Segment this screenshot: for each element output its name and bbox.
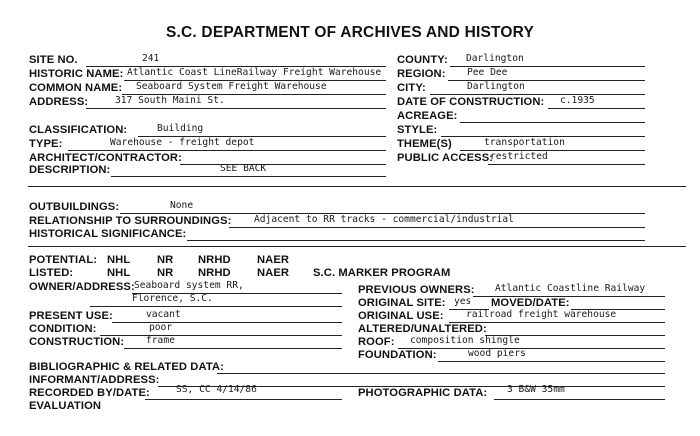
city-value: Darlington	[467, 81, 525, 92]
region-label: REGION:	[397, 68, 446, 80]
owner-address-value-2: Florence, S.C.	[132, 293, 213, 304]
date-of-construction-value: c.1935	[560, 95, 595, 106]
section-divider	[28, 186, 686, 187]
construction-label: CONSTRUCTION:	[29, 336, 125, 348]
previous-owners-label: PREVIOUS OWNERS:	[358, 284, 475, 296]
roof-label: ROOF:	[358, 336, 395, 348]
roof-value: composition shingle	[410, 335, 520, 346]
county-value: Darlington	[466, 53, 524, 64]
relationship-label: RELATIONSHIP TO SURROUNDINGS:	[29, 215, 232, 227]
outbuildings-value: None	[170, 200, 194, 211]
themes-label: THEME(S)	[397, 138, 452, 150]
owner-address-label: OWNER/ADDRESS:	[29, 281, 135, 293]
photographic-value: 3 B&W 35mm	[507, 384, 565, 395]
city-line	[430, 94, 645, 95]
condition-label: CONDITION:	[29, 323, 97, 335]
moved-date-label: MOVED/DATE:	[491, 297, 570, 309]
public-access-line	[488, 164, 645, 165]
foundation-label: FOUNDATION:	[358, 349, 437, 361]
original-use-label: ORIGINAL USE:	[358, 310, 444, 322]
address-value: 317 South Maini St.	[115, 95, 225, 106]
construction-line	[124, 348, 342, 349]
site-no-label: SITE NO.	[29, 54, 78, 66]
city-label: CITY:	[397, 82, 426, 94]
type-label: TYPE:	[29, 138, 63, 150]
previous-owners-value: Atlantic Coastline Railway	[495, 283, 646, 294]
themes-line	[460, 150, 645, 151]
foundation-line	[438, 361, 665, 362]
acreage-label: ACREAGE:	[397, 110, 458, 122]
outbuildings-label: OUTBUILDINGS:	[29, 201, 120, 213]
foundation-value: wood piers	[468, 348, 526, 359]
relationship-line	[229, 227, 645, 228]
historical-significance-label: HISTORICAL SIGNIFICANCE:	[29, 228, 187, 240]
type-value: Warehouse - freight depot	[110, 137, 255, 148]
style-label: STYLE:	[397, 124, 438, 136]
section-divider	[28, 246, 686, 247]
address-line	[86, 108, 386, 109]
listed-naer: NAER	[257, 267, 290, 279]
owner-address-line-2	[90, 306, 342, 307]
description-label: DESCRIPTION:	[29, 164, 111, 176]
bibliographic-line	[217, 373, 665, 374]
present-use-label: PRESENT USE:	[29, 310, 113, 322]
region-value: Pee Dee	[467, 67, 508, 78]
type-line	[68, 150, 386, 151]
listed-nrhd: NRHD	[198, 267, 231, 279]
historical-significance-line	[187, 240, 645, 241]
site-no-value: 241	[142, 53, 160, 64]
description-line	[111, 176, 386, 177]
potential-label: POTENTIAL:	[29, 254, 98, 266]
date-of-construction-label: DATE OF CONSTRUCTION:	[397, 96, 545, 108]
recorded-by-value: SS, CC 4/14/86	[176, 384, 257, 395]
common-name-label: COMMON NAME:	[29, 82, 123, 94]
roof-line	[398, 348, 665, 349]
owner-address-value: Seaboard system RR,	[134, 280, 244, 291]
original-site-value: yes	[454, 296, 472, 307]
description-value: SEE BACK	[220, 163, 267, 174]
listed-label: LISTED:	[29, 267, 74, 279]
potential-nr: NR	[157, 254, 174, 266]
themes-value: transportation	[484, 137, 565, 148]
potential-nhl: NHL	[107, 254, 131, 266]
recorded-by-line	[145, 399, 342, 400]
architect-label: ARCHITECT/CONTRACTOR:	[29, 152, 182, 164]
potential-nrhd: NRHD	[198, 254, 231, 266]
present-use-value: vacant	[146, 309, 181, 320]
altered-label: ALTERED/UNALTERED:	[358, 323, 487, 335]
historic-name-value: Atlantic Coast LineRailway Freight Warehouse	[127, 67, 382, 78]
bibliographic-label: BIBLIOGRAPHIC & RELATED DATA:	[29, 361, 224, 373]
condition-line	[100, 335, 342, 336]
page-title: S.C. DEPARTMENT OF ARCHIVES AND HISTORY	[165, 24, 535, 41]
address-label: ADDRESS:	[29, 96, 89, 108]
potential-naer: NAER	[257, 254, 290, 266]
historic-name-label: HISTORIC NAME:	[29, 68, 124, 80]
recorded-by-label: RECORDED BY/DATE:	[29, 387, 150, 399]
acreage-line	[460, 122, 645, 123]
original-site-label: ORIGINAL SITE:	[358, 297, 446, 309]
informant-label: INFORMANT/ADDRESS:	[29, 374, 160, 386]
photographic-line	[494, 399, 665, 400]
sc-marker-program-label: S.C. MARKER PROGRAM	[313, 267, 451, 279]
relationship-value: Adjacent to RR tracks - commercial/industrial	[254, 214, 514, 225]
photographic-label: PHOTOGRAPHIC DATA:	[358, 387, 488, 399]
listed-nr: NR	[157, 267, 174, 279]
construction-value: frame	[146, 335, 175, 346]
listed-nhl: NHL	[107, 267, 131, 279]
present-use-line	[112, 322, 342, 323]
classification-label: CLASSIFICATION:	[29, 124, 128, 136]
evaluation-label: EVALUATION	[29, 400, 102, 412]
classification-value: Building	[157, 123, 204, 134]
architect-line	[180, 164, 386, 165]
public-access-value: restricted	[490, 151, 548, 162]
original-use-value: railroad freight warehouse	[466, 309, 617, 320]
date-of-construction-line	[548, 108, 645, 109]
condition-value: poor	[149, 322, 173, 333]
public-access-label: PUBLIC ACCESS:	[397, 152, 494, 164]
common-name-value: Seaboard System Freight Warehouse	[136, 81, 327, 92]
county-label: COUNTY:	[397, 54, 448, 66]
